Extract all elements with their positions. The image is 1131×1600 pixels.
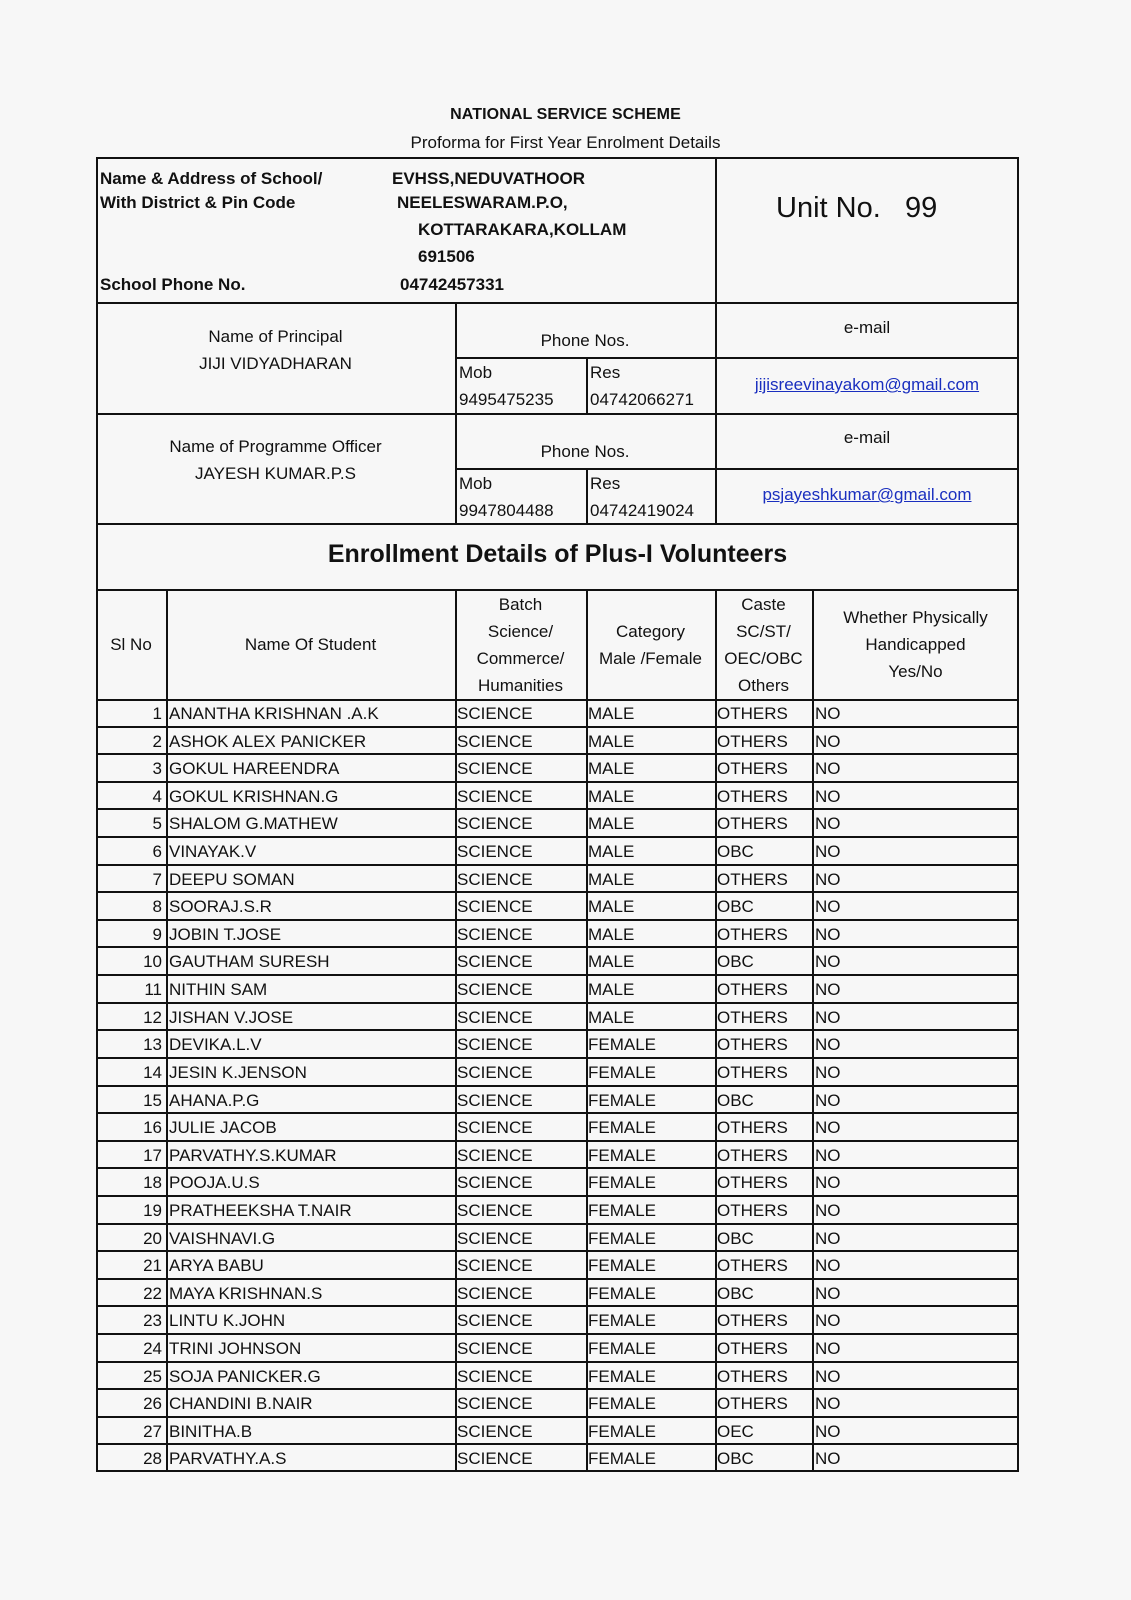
student-name-cell: VAISHNAVI.G bbox=[169, 1228, 276, 1248]
row-divider bbox=[96, 1029, 1019, 1031]
principal-name: JIJI VIDYADHARAN bbox=[199, 354, 352, 373]
category-cell: FEMALE bbox=[588, 1449, 657, 1469]
school-address-line2: KOTTARAKARA,KOLLAM bbox=[418, 220, 627, 239]
school-address-line1: NEELESWARAM.P.O, bbox=[397, 193, 568, 212]
table-row bbox=[96, 727, 1019, 755]
sl-cell: 2 bbox=[152, 731, 162, 751]
sl-cell: 28 bbox=[143, 1449, 162, 1469]
caste-cell: OTHERS bbox=[717, 1145, 788, 1165]
document-subtitle: Proforma for First Year Enrolment Details bbox=[410, 133, 721, 152]
category-cell: FEMALE bbox=[588, 1366, 657, 1386]
sl-cell: 21 bbox=[143, 1256, 162, 1276]
caste-cell: OTHERS bbox=[717, 1062, 788, 1082]
student-name-cell: CHANDINI B.NAIR bbox=[169, 1394, 313, 1414]
principal-res-label: Res bbox=[590, 363, 621, 382]
table-row bbox=[96, 975, 1019, 1003]
handicapped-cell: NO bbox=[815, 1118, 841, 1138]
sl-cell: 22 bbox=[143, 1283, 162, 1303]
caste-cell: OTHERS bbox=[717, 1256, 788, 1276]
sl-cell: 17 bbox=[143, 1145, 162, 1165]
caste-cell: OTHERS bbox=[717, 731, 788, 751]
col-header-handicapped bbox=[812, 604, 1019, 685]
batch-cell: SCIENCE bbox=[457, 731, 533, 751]
handicapped-cell: NO bbox=[815, 1062, 841, 1082]
student-name-cell: GOKUL KRISHNAN.G bbox=[169, 786, 339, 806]
principal-email-link[interactable]: jijisreevinayakom@gmail.com bbox=[754, 375, 980, 394]
student-name-cell: PARVATHY.S.KUMAR bbox=[169, 1145, 337, 1165]
principal-label: Name of Principal bbox=[208, 327, 343, 346]
batch-cell: SCIENCE bbox=[457, 1283, 533, 1303]
handicapped-cell: NO bbox=[815, 1035, 841, 1055]
col-header-handicapped-line: Yes/No bbox=[888, 662, 943, 681]
handicapped-cell: NO bbox=[815, 1090, 841, 1110]
table-row bbox=[96, 1306, 1019, 1334]
table-row bbox=[96, 947, 1019, 975]
table-row bbox=[96, 782, 1019, 810]
student-name-cell: JESIN K.JENSON bbox=[169, 1062, 307, 1082]
sl-cell: 3 bbox=[152, 759, 162, 779]
school-pin: 691506 bbox=[418, 247, 475, 266]
caste-cell: OTHERS bbox=[717, 1311, 788, 1331]
table-row bbox=[96, 837, 1019, 865]
handicapped-cell: NO bbox=[815, 980, 841, 1000]
sl-cell: 4 bbox=[152, 786, 162, 806]
table-row bbox=[96, 1003, 1019, 1031]
sl-cell: 24 bbox=[143, 1338, 162, 1358]
officer-email-link[interactable]: psjayeshkumar@gmail.com bbox=[762, 485, 972, 504]
category-cell: FEMALE bbox=[588, 1421, 657, 1441]
sl-cell: 25 bbox=[143, 1366, 162, 1386]
student-name-cell: GOKUL HAREENDRA bbox=[169, 759, 340, 779]
row-divider bbox=[96, 1195, 1019, 1197]
category-cell: FEMALE bbox=[588, 1394, 657, 1414]
handicapped-cell: NO bbox=[815, 1228, 841, 1248]
handicapped-cell: NO bbox=[815, 731, 841, 751]
col-header-batch-line: Batch bbox=[498, 595, 543, 614]
officer-name: JAYESH KUMAR.P.S bbox=[195, 464, 356, 483]
row-divider bbox=[96, 1250, 1019, 1252]
batch-cell: SCIENCE bbox=[457, 924, 533, 944]
handicapped-cell: NO bbox=[815, 1145, 841, 1165]
category-cell: FEMALE bbox=[588, 1338, 657, 1358]
principal-phone-header: Phone Nos. bbox=[540, 331, 630, 350]
handicapped-cell: NO bbox=[815, 814, 841, 834]
officer-mob: 9947804488 bbox=[459, 501, 554, 520]
handicapped-cell: NO bbox=[815, 1338, 841, 1358]
batch-cell: SCIENCE bbox=[457, 897, 533, 917]
student-name-cell: BINITHA.B bbox=[169, 1421, 253, 1441]
caste-cell: OTHERS bbox=[717, 924, 788, 944]
student-name-cell: JULIE JACOB bbox=[169, 1118, 277, 1138]
category-cell: FEMALE bbox=[588, 1118, 657, 1138]
batch-cell: SCIENCE bbox=[457, 1394, 533, 1414]
principal-mob-label: Mob bbox=[459, 363, 493, 382]
row-divider bbox=[96, 1112, 1019, 1114]
category-cell: MALE bbox=[588, 924, 635, 944]
caste-cell: OBC bbox=[717, 1283, 754, 1303]
officer-res: 04742419024 bbox=[590, 501, 695, 520]
table-row bbox=[96, 1196, 1019, 1224]
row-divider bbox=[96, 974, 1019, 976]
category-cell: FEMALE bbox=[588, 1090, 657, 1110]
caste-cell: OTHERS bbox=[717, 1366, 788, 1386]
sl-cell: 10 bbox=[143, 952, 162, 972]
divider bbox=[96, 302, 1019, 304]
student-name-cell: LINTU K.JOHN bbox=[169, 1311, 286, 1331]
row-divider bbox=[96, 891, 1019, 893]
student-name-cell: DEEPU SOMAN bbox=[169, 869, 295, 889]
col-header-handicapped-line: Handicapped bbox=[865, 635, 966, 654]
table-row bbox=[96, 1389, 1019, 1417]
handicapped-cell: NO bbox=[815, 842, 841, 862]
col-header-caste-line: Caste bbox=[741, 595, 786, 614]
unit-label: Unit No. bbox=[776, 192, 881, 224]
student-name-cell: SHALOM G.MATHEW bbox=[169, 814, 338, 834]
batch-cell: SCIENCE bbox=[457, 1090, 533, 1110]
officer-res-label: Res bbox=[590, 474, 621, 493]
divider bbox=[96, 413, 1019, 415]
student-name-cell: PRATHEEKSHA T.NAIR bbox=[169, 1200, 352, 1220]
category-cell: FEMALE bbox=[588, 1283, 657, 1303]
row-divider bbox=[96, 808, 1019, 810]
batch-cell: SCIENCE bbox=[457, 1200, 533, 1220]
category-cell: MALE bbox=[588, 704, 635, 723]
col-header-batch bbox=[455, 591, 586, 699]
caste-cell: OBC bbox=[717, 1449, 754, 1469]
row-divider bbox=[96, 1361, 1019, 1363]
batch-cell: SCIENCE bbox=[457, 704, 533, 723]
sl-cell: 26 bbox=[143, 1394, 162, 1414]
caste-cell: OBC bbox=[717, 897, 754, 917]
school-phone: 04742457331 bbox=[400, 275, 505, 294]
batch-cell: SCIENCE bbox=[457, 952, 533, 972]
border bbox=[96, 157, 1019, 159]
category-cell: MALE bbox=[588, 814, 635, 834]
col-header-name: Name Of Student bbox=[244, 635, 377, 654]
principal-mob: 9495475235 bbox=[459, 390, 554, 409]
handicapped-cell: NO bbox=[815, 1366, 841, 1386]
table-row bbox=[96, 1362, 1019, 1390]
category-cell: MALE bbox=[588, 869, 635, 889]
caste-cell: OEC bbox=[717, 1421, 754, 1441]
category-cell: FEMALE bbox=[588, 1228, 657, 1248]
col-header-category bbox=[586, 618, 715, 672]
caste-cell: OTHERS bbox=[717, 1118, 788, 1138]
row-divider bbox=[96, 946, 1019, 948]
batch-cell: SCIENCE bbox=[457, 1338, 533, 1358]
row-divider bbox=[96, 1388, 1019, 1390]
table-row bbox=[96, 892, 1019, 920]
table-row bbox=[96, 1058, 1019, 1086]
student-name-cell: GAUTHAM SURESH bbox=[169, 952, 330, 972]
caste-cell: OBC bbox=[717, 842, 754, 862]
caste-cell: OTHERS bbox=[717, 1035, 788, 1055]
student-name-cell: PARVATHY.A.S bbox=[169, 1449, 287, 1469]
batch-cell: SCIENCE bbox=[457, 786, 533, 806]
divider bbox=[586, 357, 588, 413]
handicapped-cell: NO bbox=[815, 1311, 841, 1331]
student-name-cell: SOORAJ.S.R bbox=[169, 897, 272, 917]
batch-cell: SCIENCE bbox=[457, 1366, 533, 1386]
sl-cell: 15 bbox=[143, 1090, 162, 1110]
table-row bbox=[96, 1334, 1019, 1362]
row-divider bbox=[96, 726, 1019, 728]
student-name-cell: ARYA BABU bbox=[169, 1256, 264, 1276]
table-row bbox=[96, 1113, 1019, 1141]
handicapped-cell: NO bbox=[815, 704, 841, 723]
school-label-line1: Name & Address of School/ bbox=[100, 169, 323, 188]
category-cell: MALE bbox=[588, 897, 635, 917]
batch-cell: SCIENCE bbox=[457, 1118, 533, 1138]
student-name-cell: MAYA KRISHNAN.S bbox=[169, 1283, 323, 1303]
table-row bbox=[96, 809, 1019, 837]
student-name-cell: ASHOK ALEX PANICKER bbox=[169, 731, 367, 751]
row-divider bbox=[96, 753, 1019, 755]
table-row bbox=[96, 1417, 1019, 1445]
caste-cell: OTHERS bbox=[717, 1173, 788, 1193]
table-row bbox=[96, 1444, 1019, 1472]
unit-value: 99 bbox=[904, 192, 938, 224]
section-title: Enrollment Details of Plus-I Volunteers bbox=[327, 540, 788, 568]
sl-cell: 27 bbox=[143, 1421, 162, 1441]
col-header-caste-line: SC/ST/ bbox=[736, 622, 791, 641]
caste-cell: OTHERS bbox=[717, 980, 788, 1000]
caste-cell: OTHERS bbox=[717, 1338, 788, 1358]
batch-cell: SCIENCE bbox=[457, 1421, 533, 1441]
category-cell: FEMALE bbox=[588, 1256, 657, 1276]
category-cell: MALE bbox=[588, 952, 635, 972]
sl-cell: 11 bbox=[144, 980, 162, 1000]
batch-cell: SCIENCE bbox=[457, 980, 533, 1000]
caste-cell: OTHERS bbox=[717, 786, 788, 806]
student-name-cell: SOJA PANICKER.G bbox=[169, 1366, 321, 1386]
category-cell: FEMALE bbox=[588, 1311, 657, 1331]
sl-cell: 9 bbox=[152, 924, 162, 944]
caste-cell: OBC bbox=[717, 1228, 754, 1248]
col-header-caste-line: OEC/OBC bbox=[724, 649, 803, 668]
student-name-cell: VINAYAK.V bbox=[169, 842, 257, 862]
batch-cell: SCIENCE bbox=[457, 842, 533, 862]
batch-cell: SCIENCE bbox=[457, 1145, 533, 1165]
handicapped-cell: NO bbox=[815, 1283, 841, 1303]
col-header-batch-line: Commerce/ bbox=[476, 649, 565, 668]
caste-cell: OBC bbox=[717, 1090, 754, 1110]
document-title: NATIONAL SERVICE SCHEME bbox=[450, 106, 681, 123]
caste-cell: OTHERS bbox=[717, 1200, 788, 1220]
sl-cell: 6 bbox=[152, 842, 162, 862]
caste-cell: OTHERS bbox=[717, 869, 788, 889]
batch-cell: SCIENCE bbox=[457, 814, 533, 834]
officer-label: Name of Programme Officer bbox=[169, 437, 382, 456]
batch-cell: SCIENCE bbox=[457, 759, 533, 779]
principal-res: 04742066271 bbox=[590, 390, 695, 409]
category-cell: FEMALE bbox=[588, 1200, 657, 1220]
handicapped-cell: NO bbox=[815, 1007, 841, 1027]
batch-cell: SCIENCE bbox=[457, 1311, 533, 1331]
row-divider bbox=[96, 1085, 1019, 1087]
row-divider bbox=[96, 864, 1019, 866]
enrolment-form bbox=[96, 157, 1019, 1472]
category-cell: MALE bbox=[588, 980, 635, 1000]
col-header-sl: Sl No bbox=[110, 635, 152, 654]
table-row bbox=[96, 754, 1019, 782]
student-name-cell: NITHIN SAM bbox=[169, 980, 268, 1000]
handicapped-cell: NO bbox=[815, 1394, 841, 1414]
row-divider bbox=[96, 1333, 1019, 1335]
col-header-caste bbox=[715, 591, 812, 699]
divider bbox=[586, 468, 588, 523]
unit-number bbox=[776, 191, 937, 225]
table-row bbox=[96, 1224, 1019, 1252]
col-header-batch-line: Humanities bbox=[477, 676, 564, 695]
volunteer-table-body bbox=[96, 699, 1019, 1472]
handicapped-cell: NO bbox=[815, 952, 841, 972]
handicapped-cell: NO bbox=[815, 1449, 841, 1469]
batch-cell: SCIENCE bbox=[457, 869, 533, 889]
sl-cell: 1 bbox=[152, 704, 162, 723]
batch-cell: SCIENCE bbox=[457, 1062, 533, 1082]
caste-cell: OTHERS bbox=[717, 704, 788, 723]
table-row bbox=[96, 1141, 1019, 1169]
batch-cell: SCIENCE bbox=[457, 1228, 533, 1248]
row-divider bbox=[96, 1057, 1019, 1059]
caste-cell: OTHERS bbox=[717, 759, 788, 779]
table-row bbox=[96, 865, 1019, 893]
school-name: EVHSS,NEDUVATHOOR bbox=[392, 169, 586, 188]
row-divider bbox=[96, 1223, 1019, 1225]
table-row bbox=[96, 699, 1019, 727]
row-divider bbox=[96, 1278, 1019, 1280]
table-row bbox=[96, 1086, 1019, 1114]
handicapped-cell: NO bbox=[815, 1173, 841, 1193]
handicapped-cell: NO bbox=[815, 1200, 841, 1220]
category-cell: MALE bbox=[588, 731, 635, 751]
col-header-caste-line: Others bbox=[737, 676, 790, 695]
batch-cell: SCIENCE bbox=[457, 1256, 533, 1276]
caste-cell: OTHERS bbox=[717, 1007, 788, 1027]
category-cell: FEMALE bbox=[588, 1035, 657, 1055]
category-cell: MALE bbox=[588, 759, 635, 779]
category-cell: FEMALE bbox=[588, 1145, 657, 1165]
divider bbox=[455, 357, 1019, 359]
row-divider bbox=[96, 1416, 1019, 1418]
student-name-cell: POOJA.U.S bbox=[169, 1173, 260, 1193]
sl-cell: 18 bbox=[143, 1173, 162, 1193]
divider bbox=[96, 523, 1019, 525]
officer-email-header: e-mail bbox=[843, 428, 891, 447]
handicapped-cell: NO bbox=[815, 786, 841, 806]
sl-cell: 19 bbox=[143, 1200, 162, 1220]
row-divider bbox=[96, 919, 1019, 921]
table-row bbox=[96, 1030, 1019, 1058]
handicapped-cell: NO bbox=[815, 869, 841, 889]
row-divider bbox=[96, 1443, 1019, 1445]
batch-cell: SCIENCE bbox=[457, 1449, 533, 1469]
sl-cell: 20 bbox=[143, 1228, 162, 1248]
row-divider bbox=[96, 1002, 1019, 1004]
school-phone-label: School Phone No. bbox=[100, 275, 246, 294]
handicapped-cell: NO bbox=[815, 897, 841, 917]
col-header-category-line: Category bbox=[616, 622, 685, 641]
caste-cell: OTHERS bbox=[717, 814, 788, 834]
student-name-cell: AHANA.P.G bbox=[169, 1090, 260, 1110]
sl-cell: 7 bbox=[152, 869, 162, 889]
row-divider bbox=[96, 836, 1019, 838]
sl-cell: 14 bbox=[143, 1062, 162, 1082]
category-cell: MALE bbox=[588, 842, 635, 862]
category-cell: MALE bbox=[588, 786, 635, 806]
handicapped-cell: NO bbox=[815, 924, 841, 944]
handicapped-cell: NO bbox=[815, 759, 841, 779]
sl-cell: 5 bbox=[152, 814, 162, 834]
student-name-cell: ANANTHA KRISHNAN .A.K bbox=[169, 704, 379, 723]
caste-cell: OTHERS bbox=[717, 1394, 788, 1414]
category-cell: FEMALE bbox=[588, 1062, 657, 1082]
col-header-batch-line: Science/ bbox=[487, 622, 554, 641]
caste-cell: OBC bbox=[717, 952, 754, 972]
sl-cell: 12 bbox=[143, 1007, 162, 1027]
category-cell: MALE bbox=[588, 1007, 635, 1027]
batch-cell: SCIENCE bbox=[457, 1007, 533, 1027]
student-name-cell: JOBIN T.JOSE bbox=[169, 924, 282, 944]
table-row bbox=[96, 1168, 1019, 1196]
batch-cell: SCIENCE bbox=[457, 1035, 533, 1055]
col-header-handicapped-line: Whether Physically bbox=[843, 608, 988, 627]
sl-cell: 16 bbox=[143, 1118, 162, 1138]
row-divider bbox=[96, 1167, 1019, 1169]
principal-email-header: e-mail bbox=[843, 318, 891, 337]
sl-cell: 13 bbox=[143, 1035, 162, 1055]
student-name-cell: DEVIKA.L.V bbox=[169, 1035, 262, 1055]
row-divider bbox=[96, 1305, 1019, 1307]
divider bbox=[455, 468, 1019, 470]
col-header-category-line: Male /Female bbox=[599, 649, 702, 668]
student-name-cell: JISHAN V.JOSE bbox=[169, 1007, 294, 1027]
table-row bbox=[96, 1251, 1019, 1279]
sl-cell: 8 bbox=[152, 897, 162, 917]
row-divider bbox=[96, 1140, 1019, 1142]
handicapped-cell: NO bbox=[815, 1256, 841, 1276]
batch-cell: SCIENCE bbox=[457, 1173, 533, 1193]
row-divider bbox=[96, 781, 1019, 783]
officer-phone-header: Phone Nos. bbox=[540, 442, 630, 461]
school-label-line2: With District & Pin Code bbox=[100, 193, 296, 212]
officer-mob-label: Mob bbox=[459, 474, 493, 493]
student-name-cell: TRINI JOHNSON bbox=[169, 1338, 302, 1358]
handicapped-cell: NO bbox=[815, 1421, 841, 1441]
table-row bbox=[96, 920, 1019, 948]
sl-cell: 23 bbox=[143, 1311, 162, 1331]
table-row bbox=[96, 1279, 1019, 1307]
category-cell: FEMALE bbox=[588, 1173, 657, 1193]
